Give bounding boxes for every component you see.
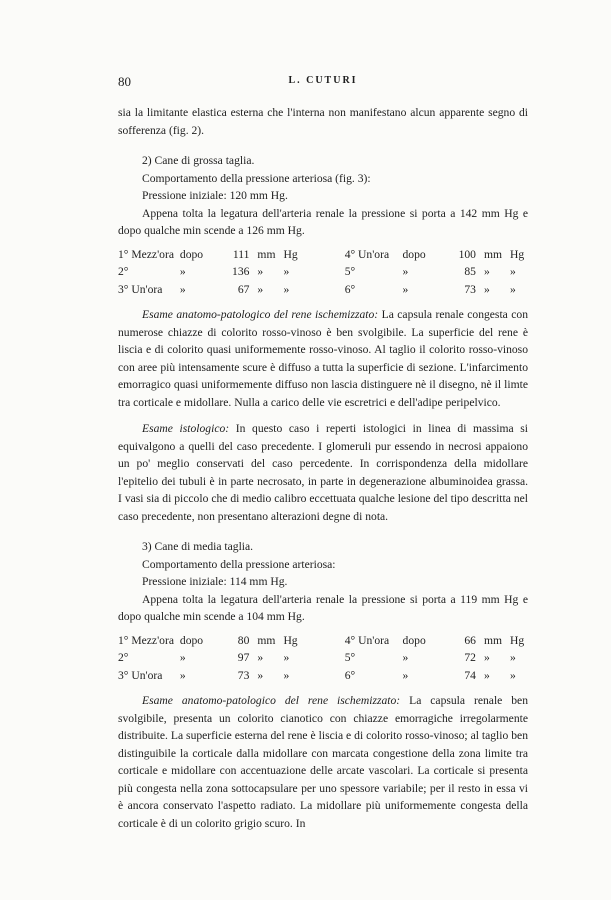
table-cell: dopo xyxy=(402,247,426,261)
table-cell: 4° Un'ora xyxy=(344,247,390,261)
table-cell: mm xyxy=(257,247,276,261)
case2-pressure-table xyxy=(118,246,528,299)
table-cell: Hg xyxy=(283,247,298,261)
table-cell: » xyxy=(402,265,409,278)
table-cell: 1° Mezz'ora xyxy=(118,633,174,647)
case2-pressure-behaviour: Comportamento della pressione arteriosa (fig. 3): xyxy=(142,171,371,185)
table-cell: dopo xyxy=(179,247,204,261)
table-cell: 5° xyxy=(344,651,356,664)
text-body xyxy=(118,104,528,832)
table-cell: 2° xyxy=(118,265,129,278)
table-cell: » xyxy=(257,265,264,278)
table-cell: » xyxy=(179,651,186,664)
table-cell: mm xyxy=(257,633,276,647)
table-cell: Hg xyxy=(283,633,298,647)
table-cell: » xyxy=(179,668,186,682)
case2-histology-text: In questo caso i reperti istologici in linea di massima si equivalgono a quelli del caso precedente. I glomeruli pur essendo in necrosi appaiono un po' meglio conservati del caso percedente. In corrispondenza della midollare l'epitelio dei tubuli è in parte necrosato, in parte in degenerazione albuminoidea grassa. I vasi sia di piccolo che di medio calibro eccettuata qualche lesione del tipo descritta nel caso precedente, non presentano alterazioni degne di nota. xyxy=(118,422,528,523)
case2-anatomo-text: La capsula renale congesta con numerose chiazze di colorito rosso-vinoso è ben svolgibile. La superficie del rene è liscia e di colorito quasi uniformemente rosso-vinoso. Al taglio il colorito rosso-vinoso con aree più intensamente scure è diffuso a tutta la superficie di sezione. L'infarcimento emorragico quasi uniformemente diffuso non lascia distinguere nè il disegno, nè il limte tra corticale e midollare. Nulla a carico delle vie escretrici e dell'adipe peripelvico. xyxy=(118,308,528,409)
table-cell: 1° Mezz'ora xyxy=(118,247,174,261)
table-cell: 4° Un'ora xyxy=(344,633,390,647)
table-cell: » xyxy=(257,282,264,296)
case2-after-release: Appena tolta la legatura dell'arteria renale la pressione si porta a 142 mm Hg e dopo qualche min scende a 126 mm Hg. xyxy=(118,206,528,237)
page-number: 80 xyxy=(118,74,131,89)
table-row xyxy=(118,263,528,281)
case2-heading: 2) Cane di grossa taglia. xyxy=(142,154,255,167)
case3-after-release: Appena tolta la legatura dell'arteria renale la pressione si porta a 119 mm Hg e dopo qualche min scende a 104 mm Hg. xyxy=(118,592,528,623)
table-cell: » xyxy=(283,282,290,296)
table-cell: 72 xyxy=(464,651,476,664)
table-cell: 6° xyxy=(344,282,356,296)
case2-histology-label: Esame istologico: xyxy=(142,422,230,435)
table-cell: » xyxy=(483,265,490,278)
case2-histology-paragraph xyxy=(118,420,528,525)
table-row xyxy=(118,281,528,299)
case2-anatomo-paragraph xyxy=(118,306,528,411)
table-cell: » xyxy=(402,282,409,296)
table-cell: 100 xyxy=(458,247,476,261)
table-cell: » xyxy=(283,668,290,682)
table-cell: » xyxy=(483,651,490,664)
table-cell: Hg xyxy=(510,247,525,261)
case3-initial-pressure: Pressione iniziale: 114 mm Hg. xyxy=(142,575,288,588)
table-row xyxy=(118,649,528,667)
table-cell: 136 xyxy=(232,265,250,278)
table-cell: » xyxy=(483,282,490,296)
page-header xyxy=(118,74,528,92)
table-cell: » xyxy=(510,265,516,278)
table-cell: » xyxy=(402,668,409,682)
table-cell: dopo xyxy=(402,633,426,647)
table-cell: mm xyxy=(483,247,503,261)
table-cell: 97 xyxy=(237,651,250,664)
table-row xyxy=(118,632,528,650)
table-cell: 5° xyxy=(344,265,356,278)
intro-paragraph: sia la limitante elastica esterna che l'interna non manifestano alcun apparente segno di sofferenza (fig. 2). xyxy=(118,106,528,137)
case2-initial-pressure: Pressione iniziale: 120 mm Hg. xyxy=(142,189,288,202)
table-cell: 2° xyxy=(118,651,129,664)
table-row xyxy=(118,667,528,685)
table-cell: Hg xyxy=(510,633,525,647)
case2-anatomo-label: Esame anatomo-patologico del rene ischemizzato: xyxy=(142,308,379,321)
case3-anatomo-text: La capsula renale ben svolgibile, presenta un colorito cianotico con chiazze emorragiche irregolarmente distribuite. La superficie esterna del rene è liscia e di colorito rosso-vinoso; al taglio ben distinguibile la corticale dalla midollare con marcata congestione della zona limite tra corticale e midollare con accentuazione delle arcate vascolari. La corticale si presenta più congesta nella zona sottocapsulare per uno spessore variabile; per il resto in essa vi è ancora conservato l'aspetto radiato. La midollare più uniformemente congesta della corticale è di un colorito grigio scuro. In xyxy=(118,694,528,830)
case3-anatomo-label: Esame anatomo-patologico del rene ischemizzato: xyxy=(142,694,401,707)
table-cell: 3° Un'ora xyxy=(118,668,163,682)
table-cell: » xyxy=(179,282,186,296)
table-cell: 73 xyxy=(237,668,250,682)
table-cell: » xyxy=(483,668,490,682)
table-cell: » xyxy=(510,651,516,664)
case3-anatomo-paragraph xyxy=(118,692,528,832)
table-cell: dopo xyxy=(179,633,204,647)
table-cell: mm xyxy=(483,633,503,647)
table-cell: 67 xyxy=(237,282,250,296)
table-cell: 3° Un'ora xyxy=(118,282,163,296)
table-cell: 74 xyxy=(464,668,476,682)
table-cell: » xyxy=(283,651,290,664)
table-cell: 6° xyxy=(344,668,356,682)
table-cell: » xyxy=(283,265,290,278)
table-cell: 111 xyxy=(232,247,250,261)
table-cell: » xyxy=(510,668,516,682)
table-cell: 66 xyxy=(464,633,476,647)
case3-pressure-behaviour: Comportamento della pressione arteriosa: xyxy=(142,557,336,571)
table-cell: 85 xyxy=(464,265,476,278)
table-cell: » xyxy=(257,651,264,664)
table-cell: » xyxy=(402,651,409,664)
running-head: L. CUTURI xyxy=(288,75,358,86)
table-cell: » xyxy=(179,265,186,278)
case3-heading: 3) Cane di media taglia. xyxy=(142,540,254,553)
table-cell: 73 xyxy=(464,282,476,296)
case3-pressure-table xyxy=(118,632,528,685)
table-cell: 80 xyxy=(237,633,250,647)
table-cell: » xyxy=(510,282,516,296)
table-row xyxy=(118,246,528,264)
table-cell: » xyxy=(257,668,264,682)
